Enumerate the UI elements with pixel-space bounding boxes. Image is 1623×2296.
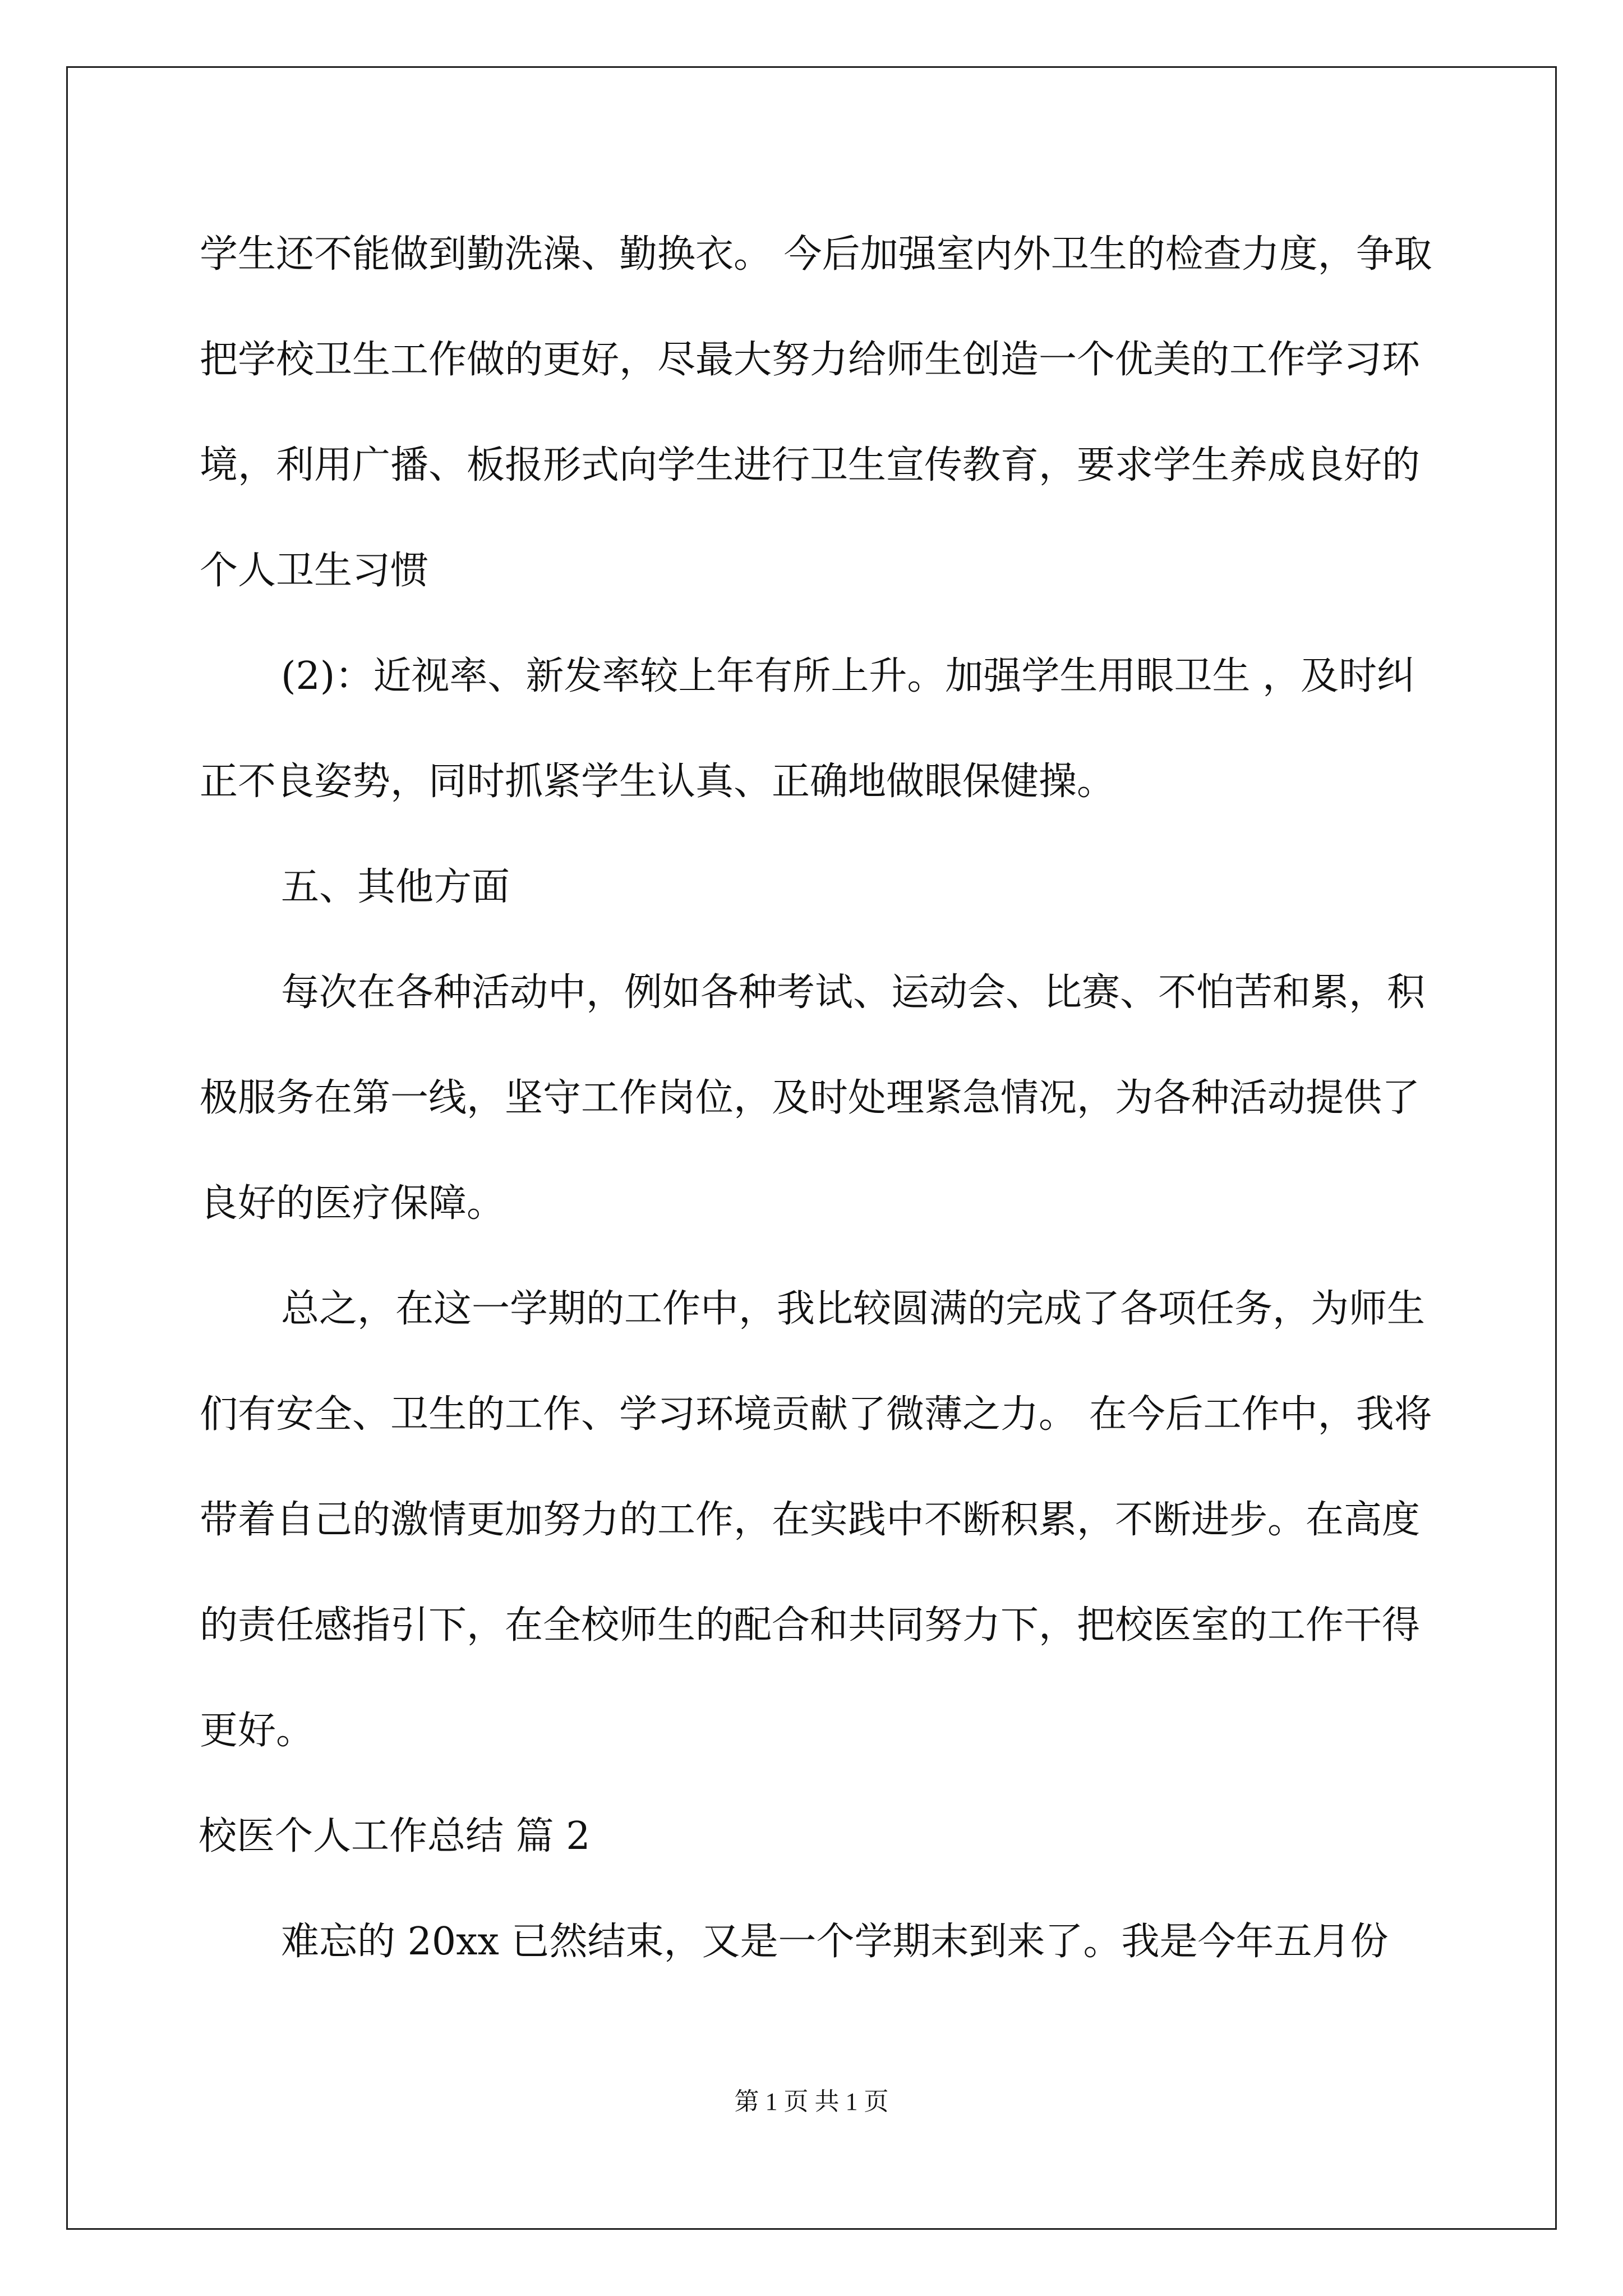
paragraph-activities: 每次在各种活动中，例如各种考试、运动会、比赛、不怕苦和累，积极服务在第一线，坚守工作岗位，及时处理紧急情况，为各种活动提供了良好的医疗保障。 xyxy=(200,970,1426,1226)
document-body xyxy=(200,202,1433,1995)
paragraph-intro: 难忘的 20xx 已然结束，又是一个学期末到来了。我是今年五月份 xyxy=(281,1920,1389,1964)
paragraph-summary: 总之，在这一学期的工作中，我比较圆满的完成了各项任务，为师生们有安全、卫生的工作、学习环境贡献了微薄之力。 在今后工作中，我将带着自己的激情更加努力的工作，在实践中不断积累，不断进步。在高度的责任感指引下，在全校师生的配合和共同努力下，把校医室的工作干得更好。 xyxy=(200,1287,1432,1753)
heading-other-aspects: 五、其他方面 xyxy=(281,865,510,909)
page-footer: 第 1 页 共 1 页 xyxy=(734,2088,889,2115)
paragraph-hygiene: 学生还不能做到勤洗澡、勤换衣。 今后加强室内外卫生的检查力度，争取把学校卫生工作做的更好，尽最大努力给师生创造一个优美的工作学习环境，利用广播、板报形式向学生进行卫生宣传教育，要求学生养成良好的个人卫生习惯 xyxy=(200,232,1432,593)
paragraph-eyesight: (2)：近视率、新发率较上年有所上升。加强学生用眼卫生 ，及时纠正不良姿势，同时抓紧学生认真、正确地做眼保健操。 xyxy=(200,654,1415,804)
section-title: 校医个人工作总结 篇 2 xyxy=(199,1814,591,1858)
